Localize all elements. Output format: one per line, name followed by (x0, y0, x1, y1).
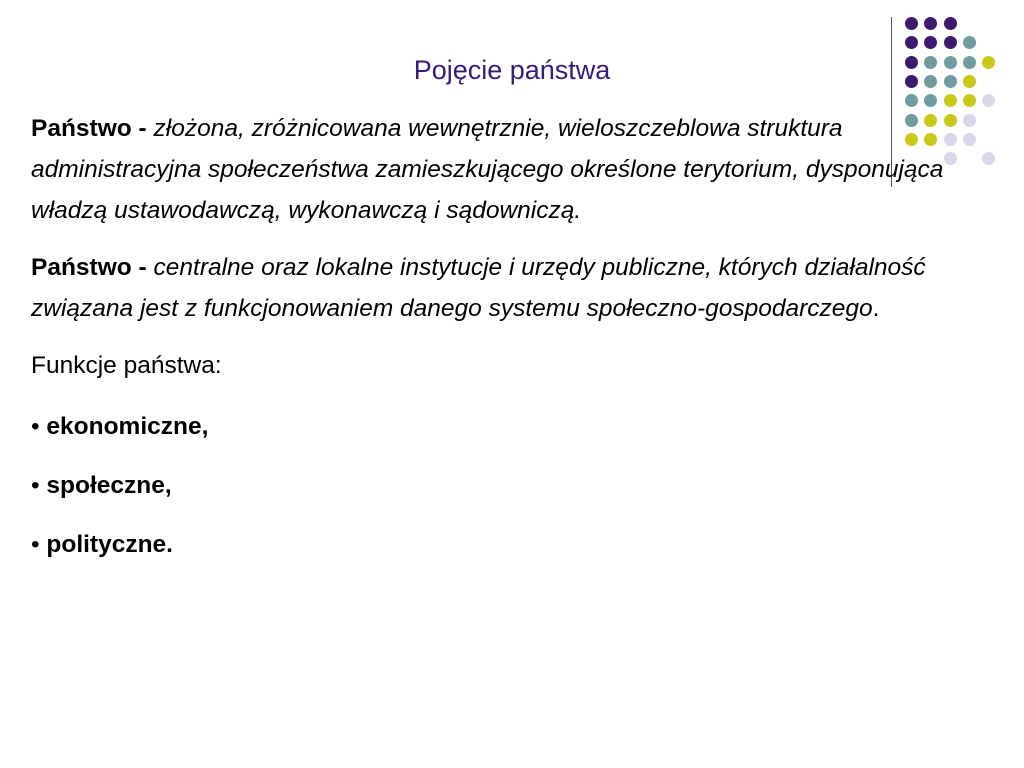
definition-paragraph-1 (31, 108, 991, 231)
function-label: ekonomiczne, (46, 413, 209, 440)
decorative-dot (905, 56, 918, 69)
decorative-dot (924, 94, 937, 107)
decorative-dot (905, 36, 918, 49)
slide-body (31, 108, 991, 583)
decorative-dot (905, 75, 918, 88)
decorative-dot (905, 17, 918, 30)
decorative-dot (944, 36, 957, 49)
decorative-dot (944, 75, 957, 88)
bullet-icon: • (31, 472, 40, 499)
decorative-dot (905, 94, 918, 107)
decorative-dot (924, 36, 937, 49)
function-bullet-item (31, 524, 991, 565)
decorative-dot (963, 75, 976, 88)
decorative-dot (924, 75, 937, 88)
decorative-dot (963, 36, 976, 49)
bullet-icon: • (31, 413, 40, 440)
slide-title: Pojęcie państwa (413, 55, 611, 85)
term-label: Państwo - (31, 115, 154, 142)
functions-heading: Funkcje państwa: (31, 352, 222, 379)
decorative-dot (924, 17, 937, 30)
decorative-dot (944, 94, 957, 107)
function-bullet-item (31, 406, 991, 447)
definition-text: złożona, zróżnicowana wewnętrznie, wieloszczeblowa struktura administracyjna społeczeństwa zamieszkującego określone terytorium, dysponująca władzą ustawodawczą, wykonawczą i sądowniczą. (31, 115, 944, 224)
bullet-icon: • (31, 531, 40, 558)
function-bullet-item (31, 465, 991, 506)
decorative-dot (944, 56, 957, 69)
decorative-dot (982, 94, 995, 107)
definition-text: centralne oraz lokalne instytucje i urzędy publiczne, których działalność związana jest z funkcjonowaniem danego systemu społeczno-gospodarczego (31, 254, 926, 322)
decorative-dot (963, 94, 976, 107)
decorative-dot (982, 56, 995, 69)
function-label: polityczne. (46, 531, 173, 558)
decorative-dot (924, 56, 937, 69)
decorative-dot (963, 56, 976, 69)
term-label: Państwo - (31, 254, 154, 281)
decorative-dot (944, 17, 957, 30)
function-label: społeczne, (46, 472, 172, 499)
definition-trailing: . (872, 295, 880, 322)
definition-paragraph-2 (31, 247, 991, 329)
